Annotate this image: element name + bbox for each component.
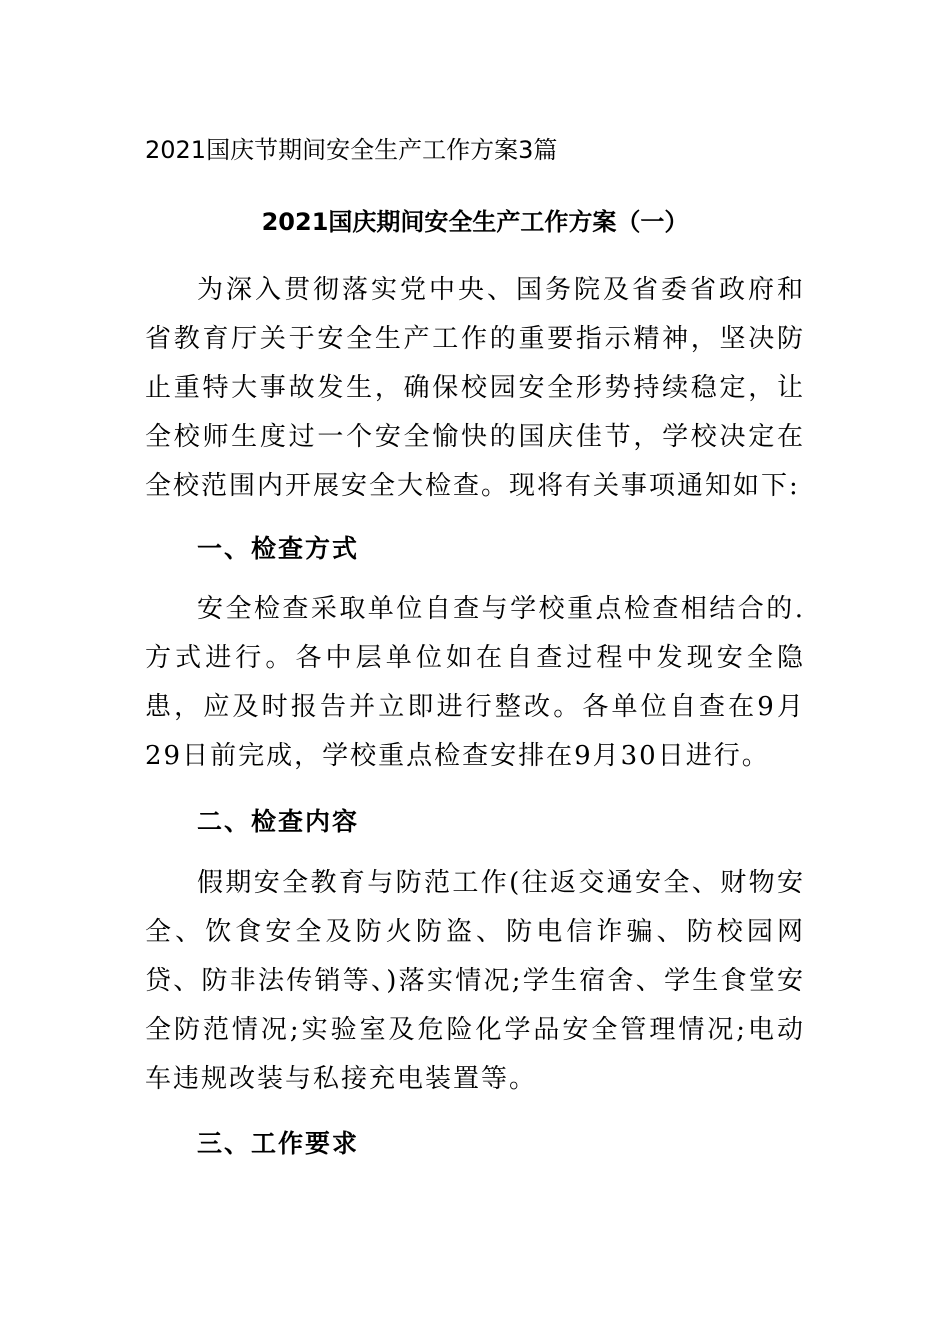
section-title: 2021国庆期间安全生产工作方案（一） bbox=[261, 208, 689, 236]
document-title: 2021国庆节期间安全生产工作方案3篇 bbox=[145, 136, 558, 164]
paragraph-inspection-content: 假期安全教育与防范工作(往返交通安全、财物安全、饮食安全及防火防盗、防电信诈骗、防校园网贷、防非法传销等、)落实情况;学生宿舍、学生食堂安全防范情况;实验室及危险化学品安全管理情况;电动车违规改装与私接充电装置等。 bbox=[145, 868, 805, 1094]
heading-inspection-content: 二、检查内容 bbox=[197, 807, 360, 836]
paragraph-inspection-method: 安全检查采取单位自查与学校重点检查相结合的.方式进行。各中层单位如在自查过程中发现安全隐患，应及时报告并立即进行整改。各单位自查在9月29日前完成，学校重点检查安排在9月30日进行。 bbox=[145, 594, 805, 771]
heading-inspection-method: 一、检查方式 bbox=[197, 534, 360, 563]
intro-paragraph: 为深入贯彻落实党中央、国务院及省委省政府和省教育厅关于安全生产工作的重要指示精神，坚决防止重特大事故发生，确保校园安全形势持续稳定，让全校师生度过一个安全愉快的国庆佳节，学校决定在全校范围内开展安全大检查。现将有关事项通知如下: bbox=[145, 275, 805, 501]
heading-work-requirements: 三、工作要求 bbox=[197, 1129, 360, 1158]
